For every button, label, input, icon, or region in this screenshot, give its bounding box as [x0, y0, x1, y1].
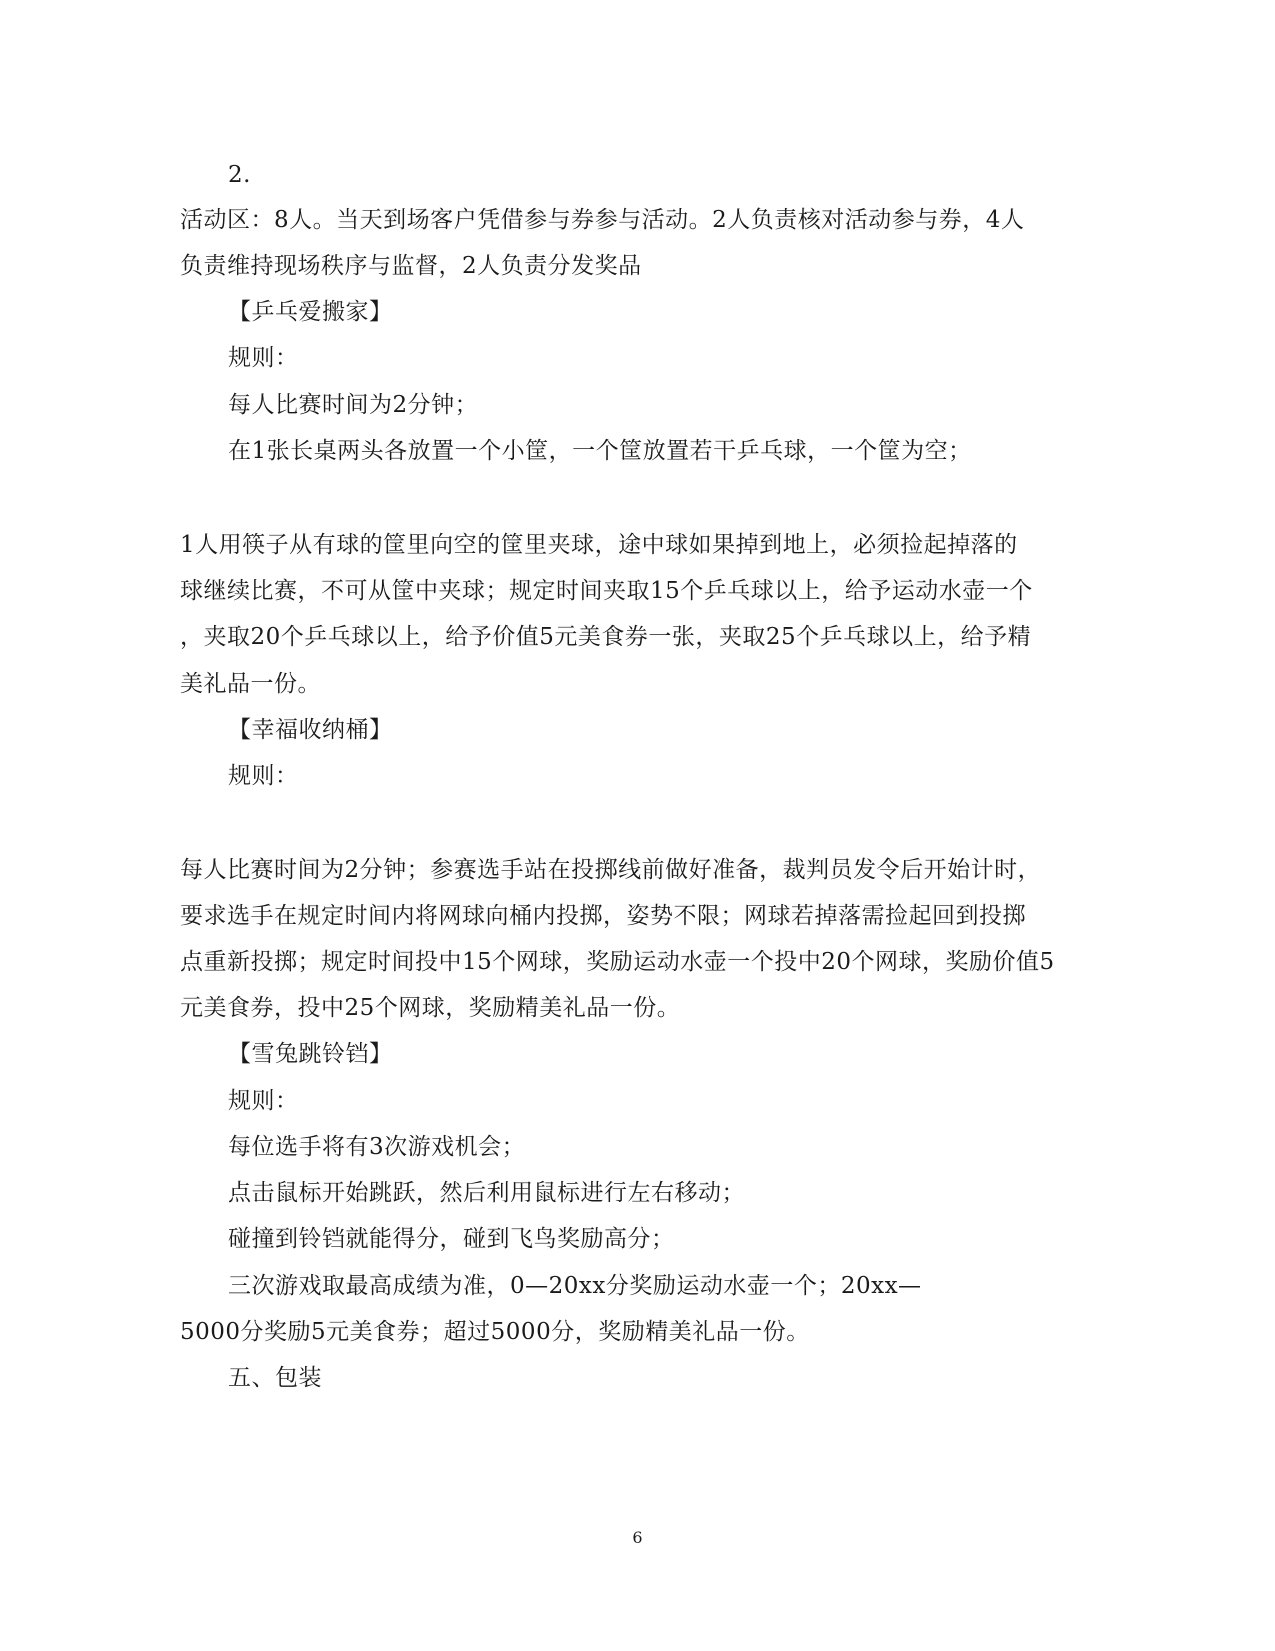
rules-label: 规则： [228, 1088, 299, 1114]
list-number: 2. [228, 162, 251, 188]
paragraph-line: 元美食券，投中25个网球，奖励精美礼品一份。 [180, 995, 681, 1021]
paragraph-line: 点击鼠标开始跳跃，然后利用鼠标进行左右移动； [228, 1180, 745, 1206]
section-heading: 【乒乓爱搬家】 [228, 299, 393, 325]
paragraph-line: 每人比赛时间为2分钟； [228, 392, 479, 418]
paragraph-line: ，夹取20个乒乓球以上，给予价值5元美食券一张，夹取25个乒乓球以上，给予精 [180, 624, 1032, 650]
paragraph-line: 碰撞到铃铛就能得分，碰到飞鸟奖励高分； [228, 1226, 675, 1252]
paragraph-line: 球继续比赛，不可从筐中夹球；规定时间夹取15个乒乓球以上，给予运动水壶一个 [180, 578, 1033, 604]
paragraph-line: 每人比赛时间为2分钟；参赛选手站在投掷线前做好准备，裁判员发令后开始计时， [180, 857, 1042, 883]
paragraph-line: 美礼品一份。 [180, 671, 321, 697]
section-heading: 【幸福收纳桶】 [228, 717, 393, 743]
paragraph-line: 1人用筷子从有球的筐里向空的筐里夹球，途中球如果掉到地上，必须捡起掉落的 [180, 532, 1018, 558]
section-heading: 五、包装 [228, 1365, 322, 1391]
rules-label: 规则： [228, 763, 299, 789]
paragraph-line: 每位选手将有3次游戏机会； [228, 1134, 526, 1160]
page-number: 6 [632, 1528, 643, 1547]
paragraph-line: 点重新投掷；规定时间投中15个网球，奖励运动水壶一个投中20个网球，奖励价值5 [180, 949, 1055, 975]
rules-label: 规则： [228, 345, 299, 371]
paragraph-line: 活动区：8人。当天到场客户凭借参与券参与活动。2人负责核对活动参与券，4人 [180, 207, 1025, 233]
paragraph-line: 5000分奖励5元美食券；超过5000分，奖励精美礼品一份。 [180, 1319, 810, 1345]
paragraph-line: 要求选手在规定时间内将网球向桶内投掷，姿势不限；网球若掉落需捡起回到投掷 [180, 903, 1026, 929]
paragraph-line: 负责维持现场秩序与监督，2人负责分发奖品 [180, 253, 642, 279]
section-heading: 【雪兔跳铃铛】 [228, 1041, 393, 1067]
paragraph-line: 在1张长桌两头各放置一个小筐，一个筐放置若干乒乓球，一个筐为空； [228, 438, 972, 464]
paragraph-line: 三次游戏取最高成绩为准，0—20xx分奖励运动水壶一个；20xx— [228, 1273, 922, 1299]
